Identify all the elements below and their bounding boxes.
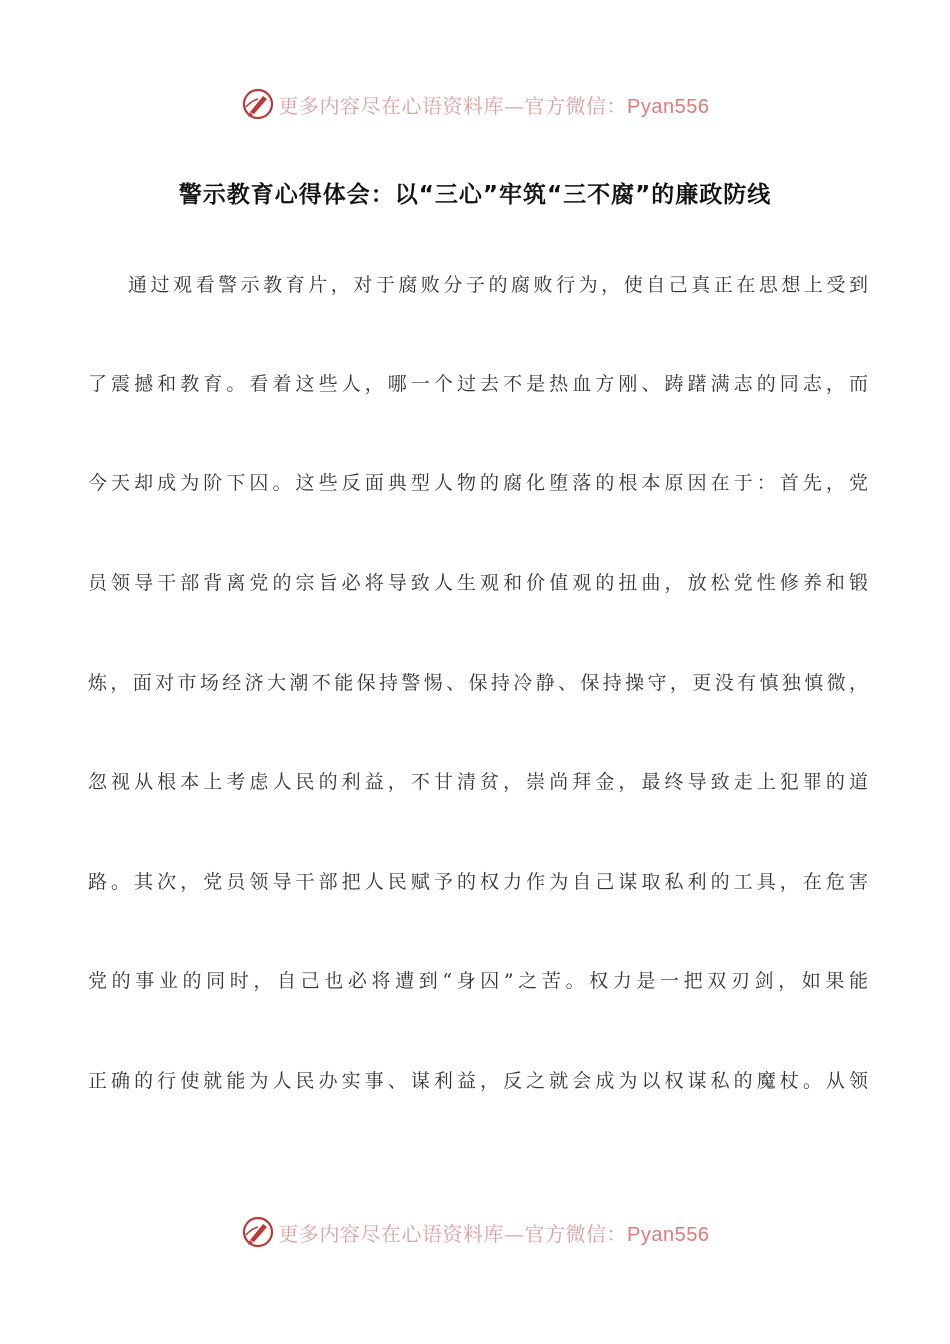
banner-text <box>279 1218 710 1247</box>
banner-caption: 更多内容尽在心语资料库—官方微信： <box>278 1221 628 1246</box>
banner-wechat-id: Pyan556 <box>627 1223 710 1246</box>
body-line: 路。其次，党员领导干部把人民赋予的权力作为自己谋取私利的工具，在危害 <box>88 871 868 893</box>
body-line: 了震撼和教育。看着这些人，哪一个过去不是热血方刚、踌躇满志的同志，而 <box>88 373 868 395</box>
banner-text <box>279 90 710 119</box>
body-line: 炼，面对市场经济大潮不能保持警惕、保持冷静、保持操守，更没有慎独慎微， <box>88 672 868 694</box>
banner-wechat-id: Pyan556 <box>627 95 710 118</box>
footer-banner <box>0 1212 950 1252</box>
document-title: 警示教育心得体会：以“三心”牢筑“三不腐”的廉政防线 <box>178 182 772 208</box>
pen-logo-icon <box>241 87 275 121</box>
pen-logo-icon <box>241 1215 275 1249</box>
body-line: 通过观看警示教育片，对于腐败分子的腐败行为，使自己真正在思想上受到 <box>128 274 868 296</box>
body-line: 忽视从根本上考虑人民的利益，不甘清贫，崇尚拜金，最终导致走上犯罪的道 <box>88 771 868 793</box>
banner-caption: 更多内容尽在心语资料库—官方微信： <box>278 93 628 118</box>
body-line: 员领导干部背离党的宗旨必将导致人生观和价值观的扭曲，放松党性修养和锻 <box>88 572 868 594</box>
header-banner <box>0 84 950 124</box>
body-line: 正确的行使就能为人民办实事、谋利益，反之就会成为以权谋私的魔杖。从领 <box>88 1070 868 1092</box>
body-line: 今天却成为阶下囚。这些反面典型人物的腐化堕落的根本原因在于：首先，党 <box>88 472 868 494</box>
body-line: 党的事业的同时，自己也必将遭到“身囚”之苦。权力是一把双刃剑，如果能 <box>88 970 868 992</box>
